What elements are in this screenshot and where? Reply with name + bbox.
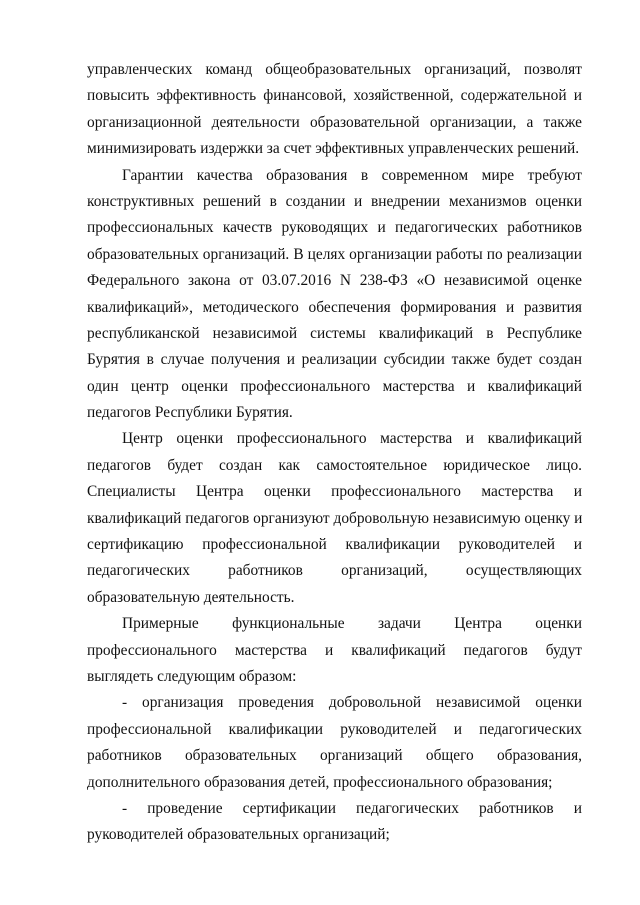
text-line: повысить эффективность финансовой, хозяйственной, содержательной и [87,87,582,105]
text-line: педагогов будет создан как самостоятельное юридическое лицо. [87,456,582,474]
text-line: дополнительного образования детей, профессионального образования; [87,773,553,791]
text-line: минимизировать издержки за счет эффективных управленческих решений. [87,140,580,158]
document-body [87,57,582,849]
text-line: Федерального закона от 03.07.2016 N 238-ФЗ «О независимой оценке [87,272,582,290]
text-line: профессиональных качеств руководящих и педагогических работников [87,219,582,237]
text-line: организационной деятельности образовательной организации, а также [87,113,582,131]
text-line: управленческих команд общеобразовательных организаций, позволят [87,61,582,78]
text-line: руководителей образовательных организаций; [87,826,390,844]
text-line: профессиональной квалификации руководителей и педагогических [87,720,582,738]
text-line: один центр оценки профессионального мастерства и квалификаций [87,377,582,395]
text-line: образовательную деятельность. [87,588,295,606]
text-line: республиканской независимой системы квалификаций в Республике [87,324,582,342]
text-line: Центр оценки профессионального мастерства и квалификаций [122,430,582,448]
text-line: педагогических работников организаций, осуществляющих [87,562,582,580]
text-line: профессионального мастерства и квалификаций педагогов будут [87,641,582,659]
text-line: - организация проведения добровольной независимой оценки [122,694,582,712]
text-line: - проведение сертификации педагогических работников и [122,799,582,817]
text-line: Специалисты Центра оценки профессионального мастерства и [87,483,582,501]
text-line: сертификацию профессиональной квалификации руководителей и [87,536,582,554]
text-line: квалификаций педагогов организуют добровольную независимую оценку и [87,509,582,527]
text-line: работников образовательных организаций общего образования, [87,747,582,765]
text-line: образовательных организаций. В целях организации работы по реализации [87,245,582,263]
text-line: Примерные функциональные задачи Центра оценки [122,615,582,633]
text-line: Гарантии качества образования в современном мире требуют [122,166,582,184]
text-line: квалификаций», методического обеспечения формирования и развития [87,298,582,316]
text-line: конструктивных решений в создании и внедрении механизмов оценки [87,192,582,210]
text-line: Бурятия в случае получения и реализации субсидии также будет создан [87,351,582,369]
text-line: выглядеть следующим образом: [87,667,297,685]
text-line: педагогов Республики Бурятия. [87,404,293,422]
